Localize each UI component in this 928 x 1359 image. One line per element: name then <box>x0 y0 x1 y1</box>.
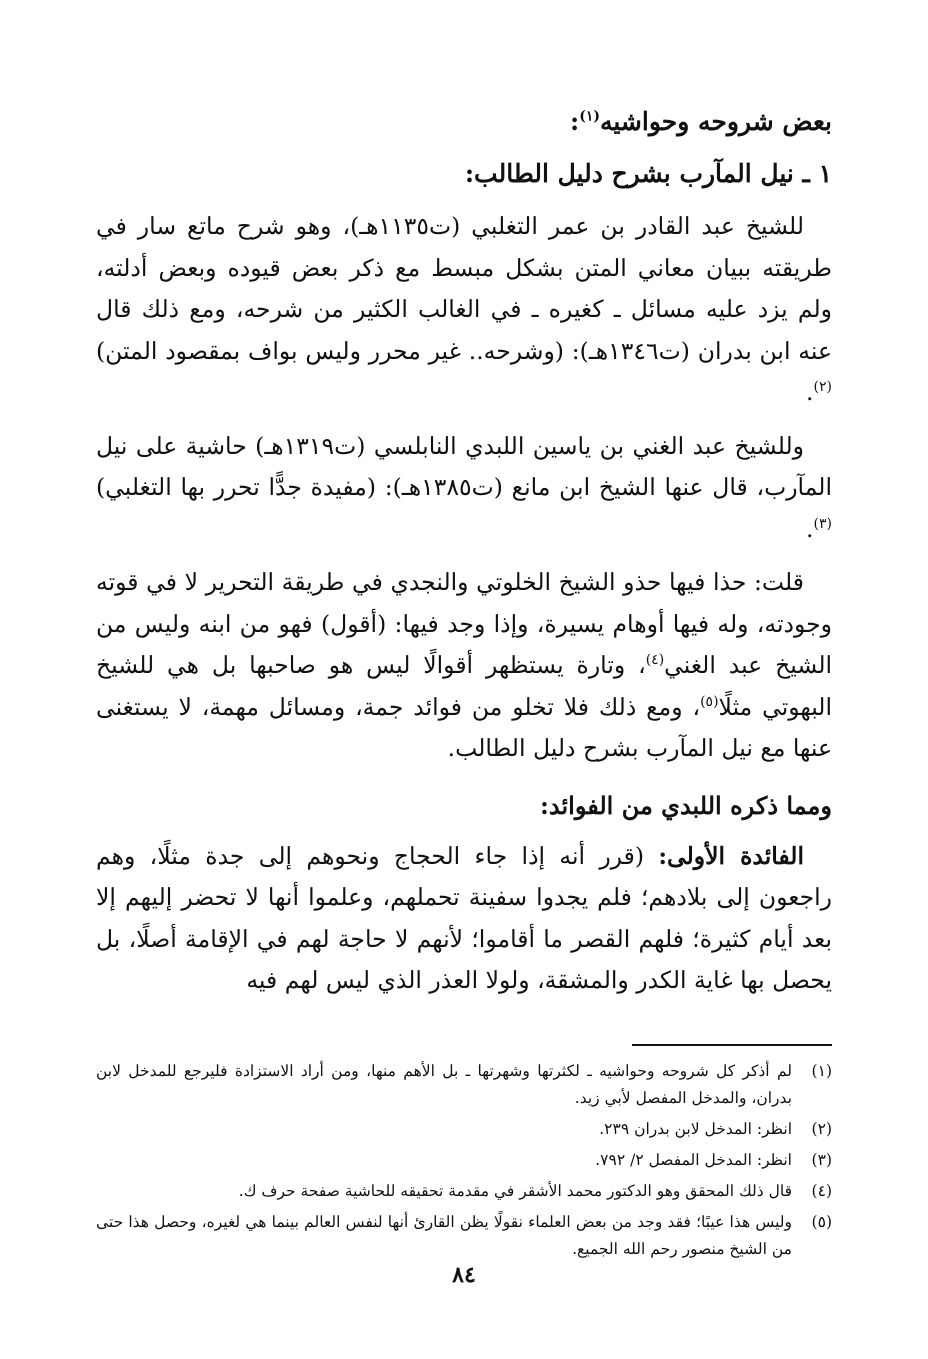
paragraph-2-text: وللشيخ عبد الغني بن ياسين اللبدي النابلسي (ت١٣١٩هـ) حاشية على نيل المآرب، قال عنها الشيخ ابن مانع (ت١٣٨٥هـ): (مفيدة جدًّا تحرر بها التغلبي) <box>96 431 832 501</box>
footnote-number: (٤) <box>811 1181 832 1200</box>
paragraph-3-text-c: ، ومع ذلك فلا تخلو من فوائد جمة، ومسائل مهمة، لا يستغنى عنها مع نيل المآرب بشرح دليل الطالب. <box>96 692 832 762</box>
paragraph-2 <box>96 426 832 551</box>
footnote-number: (١) <box>811 1061 832 1080</box>
footnote-ref-2[interactable]: (٢) <box>813 379 832 396</box>
footnote-text: انظر: المدخل المفصل ٢/ ٧٩٢. <box>595 1150 792 1169</box>
paragraph-4 <box>96 836 832 1002</box>
footnote-text: انظر: المدخل لابن بدران ٢٣٩. <box>599 1119 792 1138</box>
section-heading <box>96 98 832 146</box>
footnote-item <box>96 1147 832 1174</box>
footnote-ref-1[interactable]: (١) <box>579 108 600 125</box>
paragraph-1-text: للشيخ عبد القادر بن عمر التغلبي (ت١١٣٥هـ)، وهو شرح ماتع سار في طريقته ببيان معاني المتن بشكل مبسط مع ذكر بعض قيوده وبعض أدلته، ولم يزد عليه مسائل ـ كغيره ـ في الغالب الكثير من شرحه، ومع ذلك قال عنه ابن بدران (ت١٣٤٦هـ): (وشرحه.. غير محرر وليس بواف بمقصود المتن) <box>96 212 832 365</box>
footnotes-list <box>96 1058 832 1263</box>
footnote-item <box>96 1058 832 1112</box>
paragraph-3 <box>96 562 832 770</box>
footnote-text: قال ذلك المحقق وهو الدكتور محمد الأشقر في مقدمة تحقيقه للحاشية صفحة حرف ك. <box>238 1181 792 1200</box>
first-benefit-label: الفائدة الأولى: <box>658 841 804 870</box>
footnote-number: (٥) <box>811 1212 832 1231</box>
footnote-item <box>96 1209 832 1263</box>
footnote-ref-4[interactable]: (٤) <box>645 652 665 669</box>
footnote-text: لم أذكر كل شروحه وحواشيه ـ لكثرتها وشهرتها ـ بل الأهم منها، ومن أراد الاستزادة فليرجع للمدخل لابن بدران، والمدخل المفصل لأبي زيد. <box>96 1061 792 1107</box>
item-heading-nayl-al-maarib: ١ ـ نيل المآرب بشرح دليل الطالب: <box>464 159 832 188</box>
footnote-ref-5[interactable]: (٥) <box>700 693 719 710</box>
paragraph-1-end: . <box>806 378 814 406</box>
benefits-heading: ومما ذكره اللبدي من الفوائد: <box>540 790 832 820</box>
footnote-item <box>96 1116 832 1143</box>
footnote-text: وليس هذا عيبًا؛ فقد وجد من بعض العلماء نقولًا يظن القارئ أنها لنفس العالم بينما هي لغيره، وحصل هذا حتى من الشيخ منصور رحم الله الجميع. <box>96 1212 792 1258</box>
section-heading-text: بعض شروحه وحواشيه <box>599 107 832 136</box>
footnote-divider <box>632 1044 832 1046</box>
footnote-number: (٢) <box>811 1119 832 1138</box>
page-number: ٨٤ <box>452 1262 476 1288</box>
paragraph-4-text: (قرر أنه إذا جاء الحجاج ونحوهم إلى جدة مثلًا، وهم راجعون إلى بلادهم؛ فلم يجدوا سفينة تحملهم، وعلموا أنها لا تحضر إليهم إلا بعد أيام كثيرة؛ فلهم القصر ما أقاموا؛ لأنهم لا حاجة لهم في الإقامة أصلًا، بل يحصل بها غاية الكدر والمشقة، ولولا العذر الذي ليس لهم فيه <box>96 841 832 994</box>
footnote-item <box>96 1178 832 1205</box>
footnote-ref-3[interactable]: (٣) <box>813 515 832 532</box>
footnote-number: (٣) <box>811 1150 832 1169</box>
section-heading-colon: : <box>569 107 580 136</box>
paragraph-3-text-a: قلت: حذا فيها حذو الشيخ الخلوتي والنجدي في طريقة التحرير لا في قوته وجودته، وله فيها أوهام يسيرة، وإذا وجد فيها: (أقول) فهو من ابنه وليس من الشيخ عبد الغني <box>96 568 833 679</box>
paragraph-1 <box>96 206 832 414</box>
paragraph-3-text-b: ، وتارة يستظهر أقوالًا ليس هو صاحبها بل هي للشيخ البهوتي مثلًا <box>96 651 832 721</box>
paragraph-2-end: . <box>806 514 814 543</box>
